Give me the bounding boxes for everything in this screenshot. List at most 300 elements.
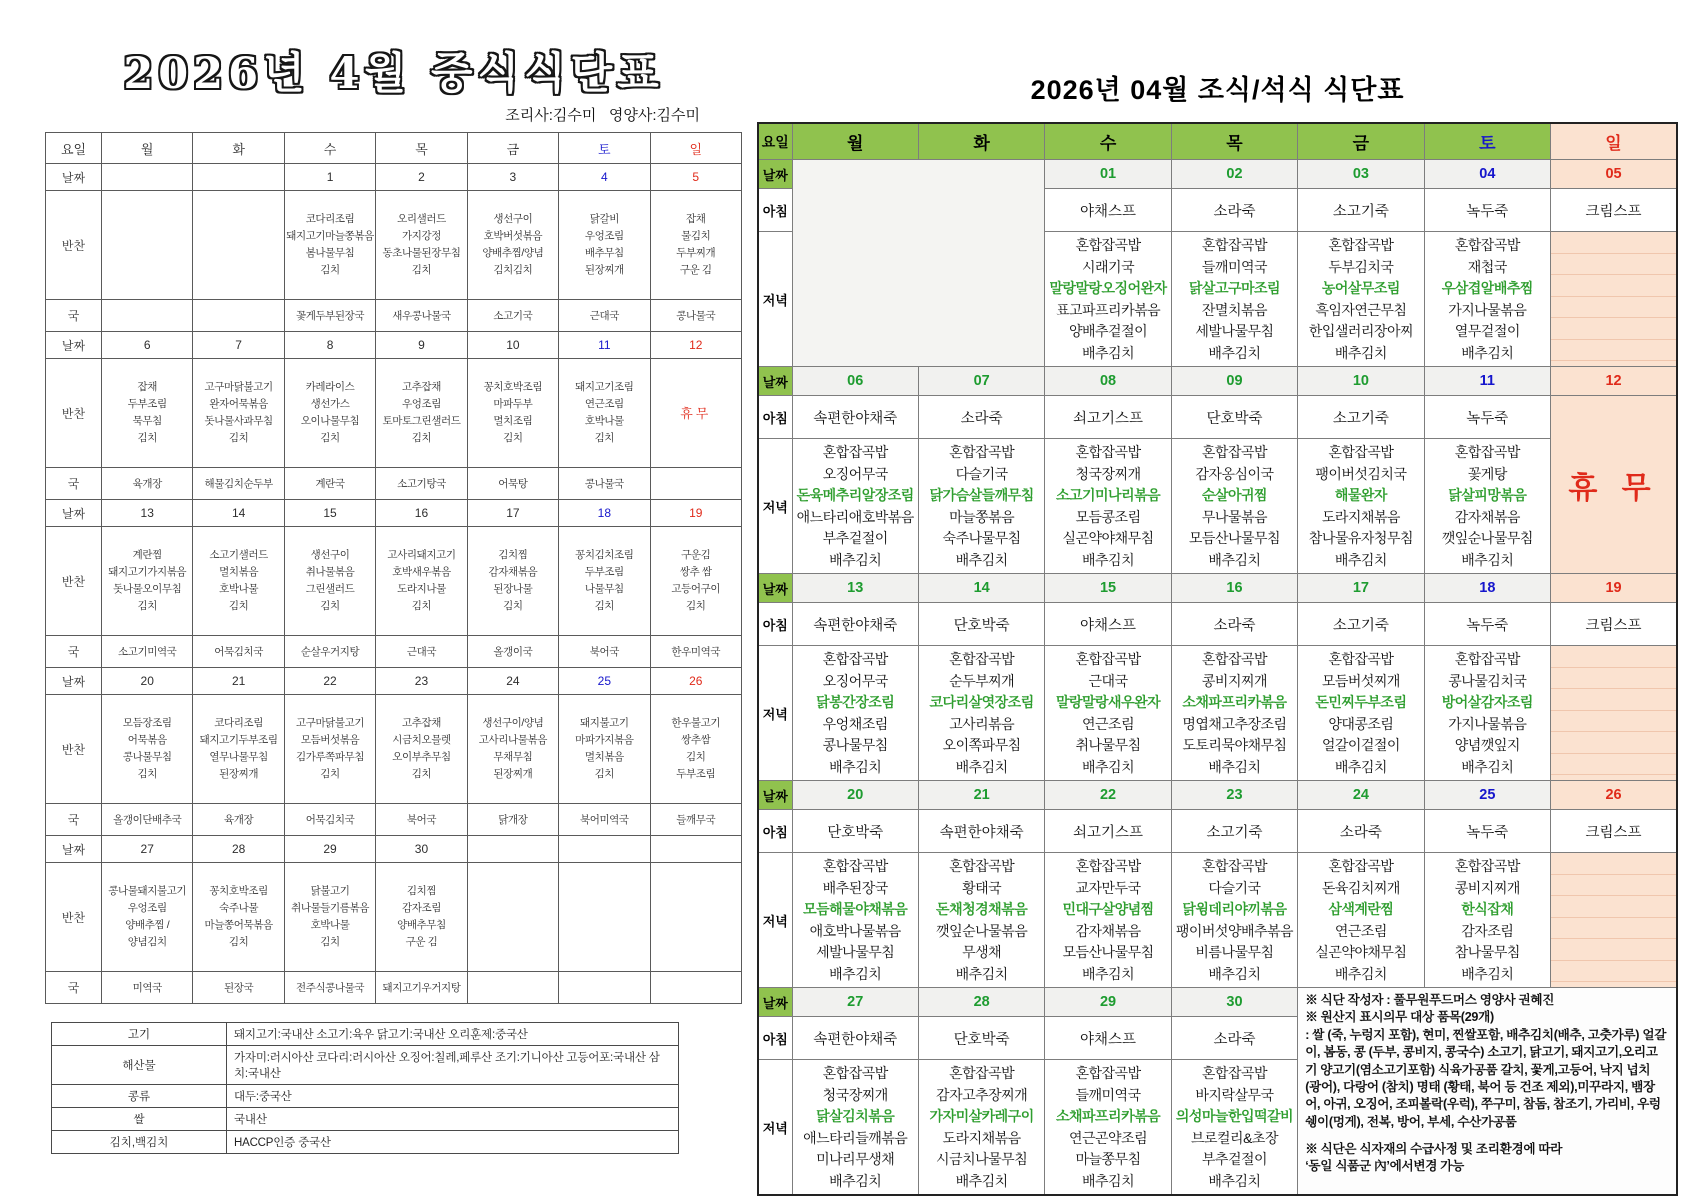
menu-line: 감자채볶음 <box>488 566 538 578</box>
breakfast-cell: 크림스프 <box>1551 810 1677 853</box>
menu-line: 김치 <box>320 432 340 444</box>
banchan-cell <box>559 191 650 300</box>
main-dish-line: 돈육메추리알장조림 <box>796 487 914 503</box>
menu-line: 양배추무침 <box>397 919 446 931</box>
lunch-header-row <box>46 133 742 164</box>
menu-line: 김치 <box>594 432 615 444</box>
breakfast-cell: 녹두죽 <box>1424 396 1550 439</box>
menu-line: 배추김치 <box>1082 1172 1135 1189</box>
origin-value: HACCP인증 중국산 <box>227 1131 679 1154</box>
menu-line: 혼합잡곡밥 <box>1201 237 1268 253</box>
menu-line: 잡채 <box>686 213 706 225</box>
day-header-cell: 일 <box>650 133 741 164</box>
menu-line: 취나물무침 <box>1075 737 1141 753</box>
main-dish-line: 닭살김치볶음 <box>816 1108 895 1124</box>
menu-line: 혼합잡곡밥 <box>1328 237 1394 253</box>
date-cell: 16 <box>1171 574 1297 603</box>
menu-line: 고추잡채 <box>401 381 441 393</box>
menu-line: 두부김치국 <box>1328 258 1394 275</box>
date-cell: 26 <box>1551 781 1677 810</box>
menu-line: 시래기국 <box>1082 258 1135 275</box>
menu-line: 배추무침 <box>584 247 624 259</box>
soup-cell: 된장국 <box>193 972 284 1004</box>
menu-line: 꽁치호박조림 <box>483 381 543 393</box>
menu-line: 돼지고기마늘쫑볶음 <box>286 230 374 242</box>
main-dish-line: 우삼겹알배추찜 <box>1441 280 1533 296</box>
stripe <box>1551 939 1676 961</box>
menu-line: 김치 <box>411 264 432 276</box>
menu-line: 열무겉절이 <box>1454 323 1520 339</box>
soup-cell <box>102 300 193 332</box>
menu-line: 고구마닭불고기 <box>295 717 365 729</box>
date-cell: 27 <box>792 988 918 1017</box>
lunch-soup-row <box>46 468 742 500</box>
menu-line: 우엉조림 <box>127 902 167 914</box>
menu-line: 그린샐러드 <box>305 583 355 595</box>
breakfast-dinner-panel <box>757 68 1678 1196</box>
date-cell: 15 <box>1045 574 1171 603</box>
banchan-cell <box>559 359 650 468</box>
soup-cell: 소고기국 <box>467 300 558 332</box>
soup-cell: 돼지고기우거지탕 <box>376 972 467 1004</box>
menu-line: 돗나물오이무침 <box>113 583 182 595</box>
origin-row <box>52 1046 679 1085</box>
date-cell: 25 <box>1424 781 1550 810</box>
stripe <box>1551 896 1676 918</box>
empty-sunday-cell <box>1551 232 1677 367</box>
menu-line: 감자채볶음 <box>1075 922 1141 939</box>
breakfast-cell: 야채스프 <box>1045 1017 1171 1060</box>
menu-line: 배추김치 <box>1082 965 1135 982</box>
menu-line: 애느타리애호박볶음 <box>796 508 914 525</box>
day-header-cell: 금 <box>467 133 558 164</box>
note-line: ※ 식단 작성자 : 풀무원푸드머스 영양사 권혜진 <box>1305 993 1555 1007</box>
stripe <box>1551 732 1676 754</box>
dinner-cell <box>792 853 918 988</box>
banchan-cell <box>467 527 558 636</box>
menu-line: 가지나물볶음 <box>1448 715 1527 732</box>
empty-sunday-cell <box>1551 646 1677 781</box>
menu-line: 혼합잡곡밥 <box>1328 444 1394 460</box>
date-cell: 24 <box>467 668 558 695</box>
date-cell: 12 <box>650 332 741 359</box>
date-cell: 29 <box>284 836 375 863</box>
breakfast-cell: 속편한야채죽 <box>792 603 918 646</box>
banchan-cell <box>467 191 558 300</box>
menu-line: 미나리무생채 <box>816 1151 895 1167</box>
dinner-cell <box>1045 646 1171 781</box>
origin-value: 국내산 <box>227 1108 679 1131</box>
row-label: 국 <box>46 468 102 500</box>
menu-line: 흑임자연근무침 <box>1315 301 1407 318</box>
menu-line: 생선구이/양념 <box>482 717 544 729</box>
menu-line: 고등어구이 <box>671 583 721 595</box>
main-dish-line: 말랑말랑새우완자 <box>1055 694 1161 710</box>
date-cell: 16 <box>376 500 467 527</box>
row-label: 저녁 <box>758 232 792 367</box>
breakfast-cell: 소고기죽 <box>1298 396 1424 439</box>
menu-line: 김치 <box>686 600 706 612</box>
menu-line: 배추김치 <box>955 758 1008 775</box>
menu-line: 모듬장조림 <box>122 717 172 729</box>
origin-row <box>52 1023 679 1046</box>
breakfast-cell: 녹두죽 <box>1424 810 1550 853</box>
origin-table <box>51 1022 679 1154</box>
menu-line: 양배추찜 / <box>125 919 170 931</box>
menu-line: 세발나물무침 <box>1195 323 1274 339</box>
breakfast-cell: 소라죽 <box>918 396 1044 439</box>
meal-breakfast-row <box>758 603 1677 646</box>
row-label: 날짜 <box>46 332 102 359</box>
soup-cell: 북어미역국 <box>559 804 650 836</box>
banchan-cell <box>650 863 741 972</box>
menu-line: 혼합잡곡밥 <box>1454 237 1520 253</box>
soup-cell: 들깨무국 <box>650 804 741 836</box>
lunch-table-host <box>45 132 742 1004</box>
meal-dinner-row <box>758 646 1677 781</box>
menu-line: 봄나물무침 <box>305 247 355 259</box>
banchan-cell <box>650 695 741 804</box>
row-label: 아침 <box>758 603 792 646</box>
row-label: 반찬 <box>46 695 102 804</box>
stripe <box>1551 275 1676 297</box>
menu-line: 숙주나물무침 <box>942 530 1021 546</box>
meal-date-row <box>758 781 1677 810</box>
row-label: 아침 <box>758 396 792 439</box>
date-cell: 9 <box>376 332 467 359</box>
menu-line: 혼합잡곡밥 <box>1201 651 1268 667</box>
menu-line: 된장찌개 <box>219 768 259 780</box>
menu-line: 들깨미역국 <box>1201 258 1268 275</box>
menu-line: 애느타리들깨볶음 <box>803 1129 908 1146</box>
row-label: 국 <box>46 972 102 1004</box>
menu-line: 배추김치 <box>1334 758 1387 775</box>
menu-line: 마늘쫑어묵볶음 <box>204 919 273 931</box>
main-dish-line: 모듬해물야채볶음 <box>803 901 908 917</box>
date-cell: 28 <box>918 988 1044 1017</box>
date-cell: 20 <box>102 668 193 695</box>
menu-line: 김치 <box>320 600 340 612</box>
stripe <box>1551 254 1676 276</box>
menu-line: 모듬산나물무침 <box>1188 530 1281 546</box>
menu-line: 도라지채볶음 <box>1321 508 1400 525</box>
origin-row <box>52 1085 679 1108</box>
breakfast-cell: 속편한야채죽 <box>918 810 1044 853</box>
soup-cell: 순살우거지탕 <box>284 636 375 668</box>
day-header-cell: 목 <box>376 133 467 164</box>
menu-line: 멸치볶음 <box>584 751 624 763</box>
meal-date-row <box>758 574 1677 603</box>
menu-line: 시금치오믈렛 <box>392 734 451 746</box>
stripe <box>1551 232 1676 254</box>
menu-line: 김치 <box>137 432 157 444</box>
lunch-menu-panel <box>45 40 742 1154</box>
menu-line: 콩나물돼지불고기 <box>108 885 187 897</box>
date-cell: 13 <box>792 574 918 603</box>
row-label: 날짜 <box>758 160 792 189</box>
menu-line: 모듬버섯볶음 <box>300 734 360 746</box>
menu-line: 꽃게탕 <box>1467 465 1507 482</box>
row-label: 날짜 <box>758 367 792 396</box>
menu-line: 구운 김 <box>679 264 712 276</box>
meal-table-host <box>757 122 1678 1196</box>
banchan-cell <box>284 695 375 804</box>
main-dish-line: 가자미살카레구이 <box>929 1108 1034 1124</box>
banchan-cell <box>102 863 193 972</box>
menu-line: 다슬기국 <box>955 465 1008 482</box>
menu-line: 김치 <box>503 432 523 444</box>
row-label: 아침 <box>758 1017 792 1060</box>
menu-line: 콩나물무침 <box>822 737 888 753</box>
row-label: 날짜 <box>758 781 792 810</box>
menu-line: 배추김치 <box>829 551 882 568</box>
menu-line: 꽁치호박조림 <box>209 885 268 897</box>
menu-line: 배추김치 <box>1082 758 1135 775</box>
menu-line: 마늘쫑무침 <box>1075 1151 1141 1167</box>
soup-cell <box>559 972 650 1004</box>
menu-line: 김치 <box>137 768 157 780</box>
date-cell: 19 <box>1551 574 1677 603</box>
day-header-cell: 토 <box>559 133 650 164</box>
menu-line: 두부조림 <box>584 566 624 578</box>
menu-line: 배추김치 <box>1208 965 1261 982</box>
menu-line: 배추김치 <box>1334 965 1387 982</box>
menu-line: 호박나물 <box>219 583 259 595</box>
menu-line: 혼합잡곡밥 <box>949 858 1015 874</box>
origin-value: 돼지고기:국내산 소고기:육우 닭고기:국내산 오리훈제:중국산 <box>227 1023 679 1046</box>
main-dish-line: 한식잡채 <box>1461 901 1514 917</box>
row-label: 날짜 <box>758 574 792 603</box>
menu-line: 근대국 <box>1088 672 1128 689</box>
menu-line: 배추김치 <box>1461 965 1514 982</box>
date-cell: 09 <box>1171 367 1297 396</box>
menu-line: 물김치 <box>681 230 711 242</box>
date-cell: 01 <box>1045 160 1171 189</box>
menu-line: 쌍추쌈 <box>681 734 711 746</box>
day-header-cell: 수 <box>1045 123 1171 160</box>
lunch-soup-row <box>46 972 742 1004</box>
dinner-cell <box>918 853 1044 988</box>
menu-line: 김치찜 <box>498 549 528 561</box>
note-line: ‘동일 식품군 內’에서변경 가능 <box>1305 1159 1464 1174</box>
row-label: 반찬 <box>46 359 102 468</box>
menu-line: 참나물유자청무침 <box>1308 530 1413 546</box>
menu-line: 황태국 <box>962 879 1002 896</box>
menu-line: 혼합잡곡밥 <box>1201 444 1268 460</box>
lunch-title: 2026년 4월 중식식단표 <box>123 49 664 99</box>
date-cell: 23 <box>1171 781 1297 810</box>
meal-title: 2026년 04월 조식/석식 식단표 <box>1030 75 1405 105</box>
origin-category: 고기 <box>52 1023 227 1046</box>
banchan-cell <box>650 527 741 636</box>
breakfast-cell: 속편한야채죽 <box>792 1017 918 1060</box>
menu-line: 모듬산나물무침 <box>1062 944 1154 960</box>
menu-line: 애호박나물볶음 <box>809 922 901 939</box>
date-cell: 2 <box>376 164 467 191</box>
soup-cell: 어묵김치국 <box>284 804 375 836</box>
dinner-cell <box>1298 853 1424 988</box>
dinner-cell <box>918 1060 1044 1196</box>
date-cell: 22 <box>1045 781 1171 810</box>
note-line <box>1305 1131 1669 1141</box>
menu-line: 배추김치 <box>829 758 882 775</box>
lunch-date-row <box>46 668 742 695</box>
menu-line: 순두부찌개 <box>949 672 1015 689</box>
menu-line: 꽁치김치조림 <box>575 549 634 561</box>
banchan-cell <box>102 359 193 468</box>
soup-cell: 어묵탕 <box>467 468 558 500</box>
breakfast-cell: 소고기죽 <box>1171 810 1297 853</box>
menu-line: 고추잡채 <box>401 717 441 729</box>
main-dish-line: 농어살무조림 <box>1321 280 1400 296</box>
soup-cell: 콩나물국 <box>650 300 741 332</box>
date-cell: 12 <box>1551 367 1677 396</box>
menu-line: 표고파프리카볶음 <box>1055 301 1161 318</box>
soup-cell: 근대국 <box>559 300 650 332</box>
meal-dinner-row <box>758 853 1677 988</box>
menu-line: 우엉조림 <box>401 398 441 410</box>
day-header-cell: 요일 <box>758 123 792 160</box>
menu-line: 된장찌개 <box>493 768 533 780</box>
origin-row <box>52 1131 679 1154</box>
breakfast-cell: 야채스프 <box>1045 189 1171 232</box>
menu-line: 부추겉절이 <box>822 530 888 546</box>
stripe <box>1551 646 1676 668</box>
banchan-cell <box>467 359 558 468</box>
menu-line: 오징어무국 <box>822 465 888 482</box>
soup-cell: 콩나물국 <box>559 468 650 500</box>
menu-line: 닭불고기 <box>310 885 350 897</box>
menu-line: 돼지불고기 <box>579 717 629 729</box>
soup-cell: 어묵김치국 <box>193 636 284 668</box>
banchan-cell <box>102 695 193 804</box>
menu-line: 돼지고기두부조림 <box>199 734 278 746</box>
soup-cell: 계란국 <box>284 468 375 500</box>
soup-cell: 한우미역국 <box>650 636 741 668</box>
menu-line: 김치 <box>594 768 615 780</box>
lunch-table <box>45 132 742 1004</box>
meal-dinner-row <box>758 439 1677 574</box>
dinner-cell <box>1424 646 1550 781</box>
main-dish-line: 순살아귀찜 <box>1201 487 1268 503</box>
menu-line: 오이나물무침 <box>300 415 360 427</box>
menu-line: 묵무침 <box>132 415 162 427</box>
menu-line: 혼합잡곡밥 <box>1075 858 1141 874</box>
lunch-banchan-row <box>46 527 742 636</box>
date-cell: 5 <box>650 164 741 191</box>
menu-line: 팽이버섯양배추볶음 <box>1175 922 1294 939</box>
menu-line: 오리샐러드 <box>397 213 446 225</box>
menu-line: 멸치조림 <box>493 415 533 427</box>
menu-line: 호박나물 <box>584 415 624 427</box>
row-label: 반찬 <box>46 527 102 636</box>
origin-value: 가자미:러시아산 코다리:러시아산 오징어:칠레,페루산 조기:기니아산 고등어포:국내산 삼치:국내산 <box>227 1046 679 1085</box>
row-label: 날짜 <box>46 500 102 527</box>
stripe <box>1551 853 1676 875</box>
main-dish-line: 민대구살양념찜 <box>1062 901 1154 917</box>
menu-line: 김치김치 <box>493 264 533 276</box>
day-header-cell: 토 <box>1424 123 1550 160</box>
banchan-cell <box>559 527 650 636</box>
date-cell: 11 <box>1424 367 1550 396</box>
day-header-cell: 화 <box>918 123 1044 160</box>
day-header-cell: 금 <box>1298 123 1424 160</box>
meal-header <box>758 123 1677 160</box>
soup-cell <box>193 300 284 332</box>
empty-sunday-cell <box>1551 853 1677 988</box>
row-label: 저녁 <box>758 853 792 988</box>
menu-line: 돗나물사과무침 <box>204 415 273 427</box>
lunch-date-row <box>46 332 742 359</box>
menu-line: 멸치볶음 <box>219 566 259 578</box>
menu-line: 청국장찌개 <box>1075 465 1141 482</box>
date-cell: 13 <box>102 500 193 527</box>
notes-cell <box>1298 988 1677 1196</box>
day-header-cell: 일 <box>1551 123 1677 160</box>
day-header-cell: 화 <box>193 133 284 164</box>
soup-cell: 소고기탕국 <box>376 468 467 500</box>
soup-cell: 올갱이국 <box>467 636 558 668</box>
menu-line: 김치 <box>228 432 249 444</box>
breakfast-cell: 속편한야채죽 <box>792 396 918 439</box>
menu-line: 배추김치 <box>1208 1172 1261 1189</box>
banchan-cell <box>284 527 375 636</box>
menu-line: 도라지채볶음 <box>942 1129 1021 1146</box>
dinner-cell <box>1045 232 1171 367</box>
menu-line: 얼갈이겉절이 <box>1321 737 1400 753</box>
menu-line: 고사리돼지고기 <box>387 549 456 561</box>
dinner-cell <box>918 439 1044 574</box>
row-label: 반찬 <box>46 863 102 972</box>
menu-line: 취나물들기름볶음 <box>291 902 370 914</box>
date-cell: 8 <box>284 332 375 359</box>
lunch-subtitle: 조리사:김수미 영양사:김수미 <box>505 107 700 124</box>
menu-line: 감자옹심이국 <box>1195 465 1274 482</box>
holiday-cell: 휴 무 <box>1551 396 1677 574</box>
meal-date-row <box>758 367 1677 396</box>
menu-line: 김치 <box>228 600 249 612</box>
main-dish-line: 돈채청경채볶음 <box>936 901 1028 917</box>
row-label: 저녁 <box>758 646 792 781</box>
soup-cell: 해물김치순두부 <box>193 468 284 500</box>
breakfast-cell: 소고기죽 <box>1298 189 1424 232</box>
menu-line: 구운 김 <box>405 936 438 948</box>
menu-line: 혼합잡곡밥 <box>1201 858 1268 874</box>
date-cell: 29 <box>1045 988 1171 1017</box>
menu-line: 혼합잡곡밥 <box>1201 1065 1268 1081</box>
menu-line: 열무나물무침 <box>209 751 268 763</box>
menu-line: 한입샐러리장아찌 <box>1308 323 1413 339</box>
menu-line: 계란찜 <box>132 549 162 561</box>
soup-cell: 북어국 <box>559 636 650 668</box>
banchan-cell <box>284 359 375 468</box>
date-cell <box>650 836 741 863</box>
soup-cell: 소고기미역국 <box>102 636 193 668</box>
menu-line: 혼합잡곡밥 <box>822 1065 888 1081</box>
menu-line: 도토리묵야채무침 <box>1182 737 1287 753</box>
day-header-cell: 수 <box>284 133 375 164</box>
menu-line: 김치 <box>320 936 340 948</box>
menu-line: 혼합잡곡밥 <box>1454 444 1520 460</box>
breakfast-cell: 단호박죽 <box>792 810 918 853</box>
menu-line: 무나물볶음 <box>1201 508 1268 525</box>
menu-line: 팽이버섯김치국 <box>1315 465 1407 482</box>
menu-line: 우엉조림 <box>584 230 624 242</box>
banchan-cell <box>102 527 193 636</box>
menu-line: 혼합잡곡밥 <box>949 444 1015 460</box>
menu-line: 재첩국 <box>1467 258 1507 275</box>
date-cell: 11 <box>559 332 650 359</box>
